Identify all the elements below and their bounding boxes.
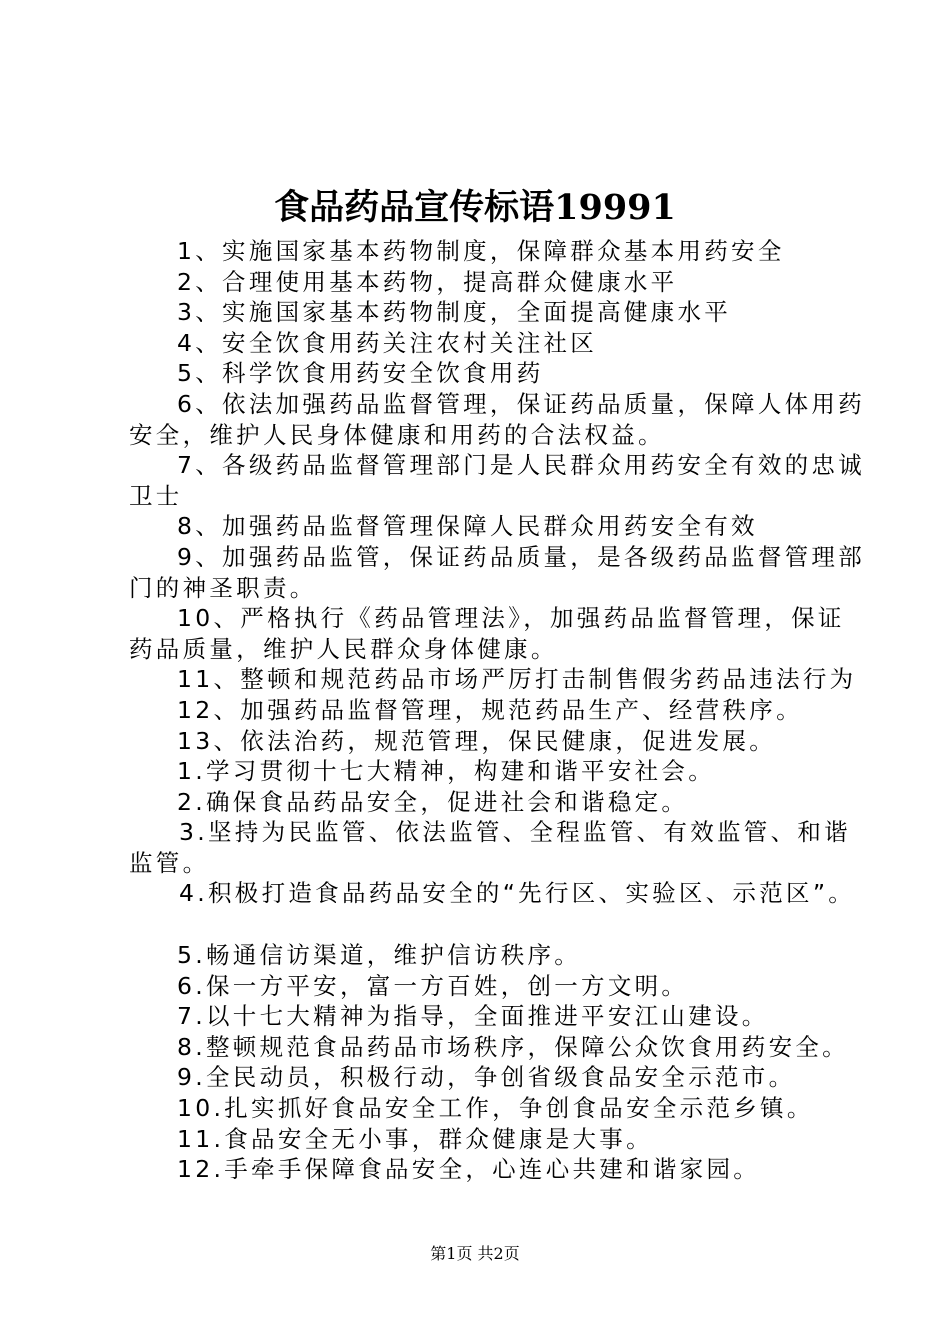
slogan-line: 5、科学饮食用药安全饮食用药 (177, 359, 544, 388)
slogan-line: 8.整顿规范食品药品市场秩序，保障公众饮食用药安全。 (177, 1032, 849, 1061)
slogan-line: 4.积极打造食品药品安全的“先行区、实验区、示范区”。 (179, 879, 856, 908)
slogan-line: 7.以十七大精神为指导，全面推进平安江山建设。 (177, 1002, 769, 1031)
slogan-line: 3、实施国家基本药物制度，全面提高健康水平 (177, 298, 732, 327)
page-number-footer: 第1页 共2页 (430, 1244, 520, 1263)
slogan-line: 4、安全饮食用药关注农村关注社区 (177, 328, 598, 357)
slogan-line-continuation: 门的神圣职责。 (129, 573, 317, 602)
slogan-line-continuation: 药品质量，维护人民群众身体健康。 (129, 634, 558, 663)
slogan-line: 2、合理使用基本药物，提高群众健康水平 (177, 267, 678, 296)
slogan-line-continuation: 安全，维护人民身体健康和用药的合法权益。 (129, 420, 665, 449)
slogan-line-continuation: 监管。 (129, 848, 210, 877)
slogan-line: 9、加强药品监管，保证药品质量，是各级药品监督管理部 (177, 542, 865, 571)
slogan-line: 1、实施国家基本药物制度，保障群众基本用药安全 (177, 237, 785, 265)
slogan-line: 8、加强药品监督管理保障人民群众用药安全有效 (177, 512, 758, 541)
slogan-line: 12、加强药品监督管理，规范药品生产、经营秩序。 (177, 695, 803, 724)
document-title: 食品药品宣传标语19991 (274, 187, 676, 228)
slogan-line: 11.食品安全无小事，群众健康是大事。 (177, 1124, 653, 1153)
paragraph-gap (129, 909, 834, 940)
slogan-line: 10、严格执行《药品管理法》，加强药品监督管理，保证 (177, 604, 845, 633)
slogan-line-continuation: 卫士 (129, 481, 183, 510)
slogan-line: 1.学习贯彻十七大精神，构建和谐平安社会。 (177, 757, 716, 786)
slogan-line: 2.确保食品药品安全，促进社会和谐稳定。 (177, 787, 689, 816)
document-body (129, 236, 865, 1185)
slogan-line: 3.坚持为民监管、依法监管、全程监管、有效监管、和谐 (179, 818, 851, 847)
slogan-line: 7、各级药品监督管理部门是人民群众用药安全有效的忠诚 (177, 451, 865, 480)
slogan-line: 13、依法治药，规范管理，保民健康，促进发展。 (177, 726, 777, 755)
slogan-line: 9.全民动员，积极行动，争创省级食品安全示范市。 (177, 1063, 796, 1092)
slogan-line: 11、整顿和规范药品市场严厉打击制售假劣药品违法行为 (177, 665, 857, 694)
slogan-line: 6.保一方平安，富一方百姓，创一方文明。 (177, 971, 689, 1000)
slogan-line: 6、依法加强药品监督管理，保证药品质量，保障人体用药 (177, 389, 865, 418)
slogan-line: 5.畅通信访渠道，维护信访秩序。 (177, 941, 582, 970)
slogan-line: 12.手牵手保障食品安全，心连心共建和谐家园。 (177, 1155, 761, 1184)
slogan-line: 10.扎实抓好食品安全工作，争创食品安全示范乡镇。 (177, 1094, 814, 1123)
